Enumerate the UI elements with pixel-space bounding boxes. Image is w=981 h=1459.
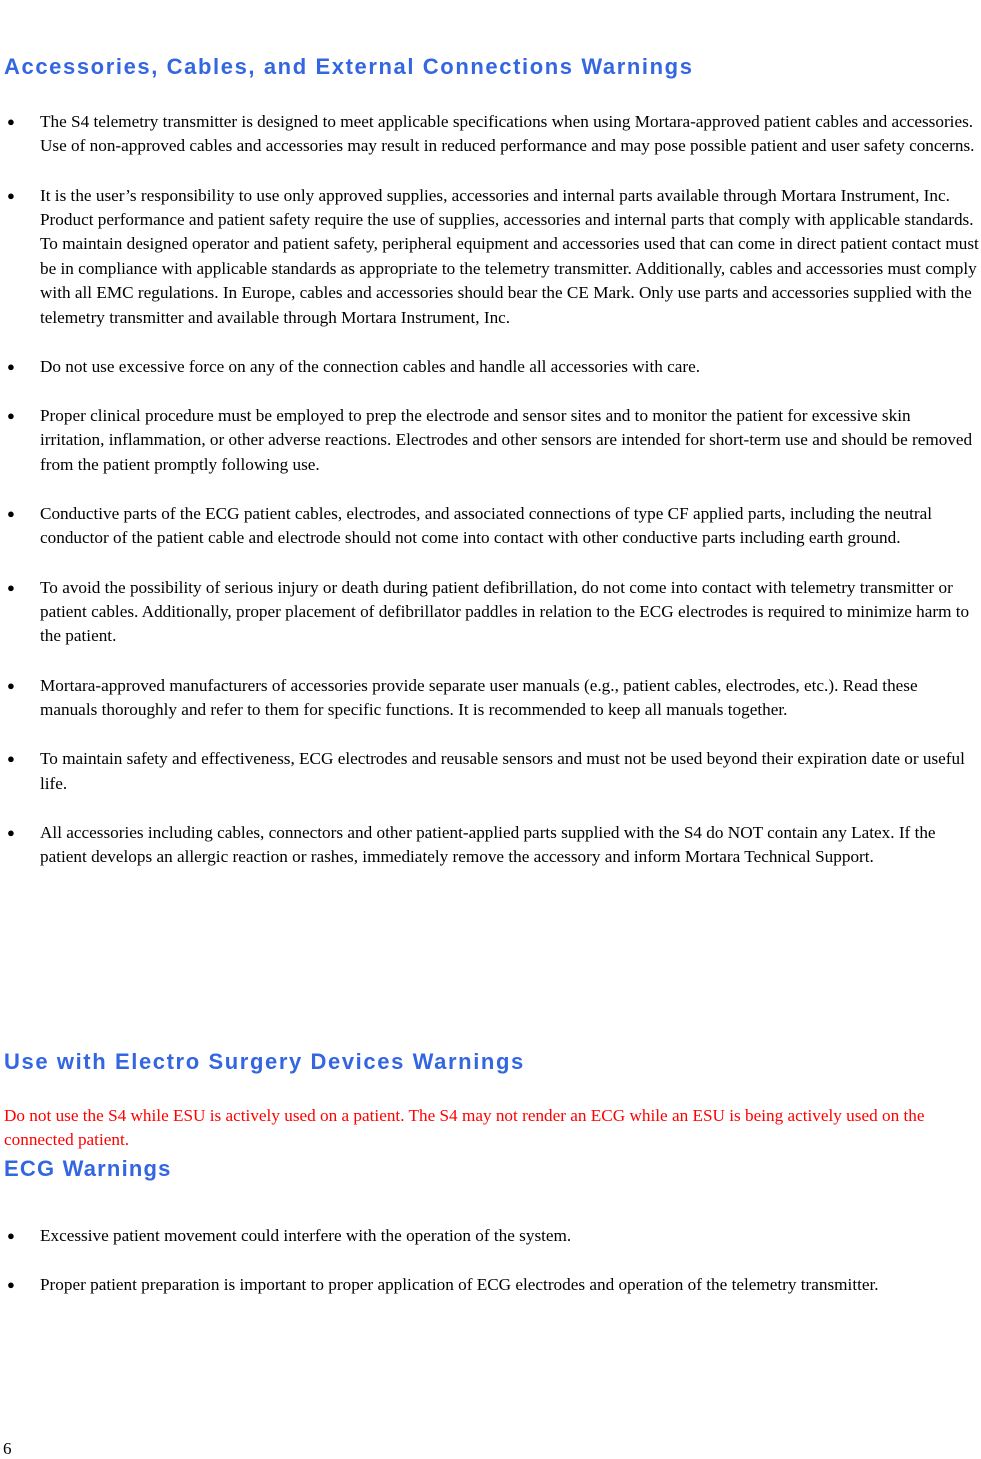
accessories-warning-list (0, 110, 981, 895)
list-item-text: Excessive patient movement could interfere with the operation of the system. (40, 1226, 572, 1245)
list-item (0, 1273, 981, 1297)
bullet-icon: ● (7, 1228, 15, 1243)
bullet-icon: ● (7, 677, 15, 693)
list-item (0, 184, 981, 330)
list-item (0, 821, 981, 870)
bullet-icon: ● (7, 506, 15, 522)
list-item-text: Do not use excessive force on any of the connection cables and handle all accessories with care. (40, 356, 701, 376)
bullet-icon: ● (7, 358, 15, 374)
bullet-icon: ● (7, 187, 15, 203)
list-item-text: Proper patient preparation is important to proper application of ECG electrodes and operation of the telemetry transmitter. (40, 1275, 879, 1295)
section-heading-esu: Use with Electro Surgery Devices Warnings (4, 1049, 525, 1074)
list-item-text: It is the user’s responsibility to use only approved supplies, accessories and internal parts available through Mortara Instrument, Inc. Product performance and patient safety require the use of supplies, accessories and internal parts that comply with applicable standards. To maintain designed operator and patient safety, peripheral equipment and accessories used that can come in direct patient contact must be in compliance with applicable standards as appropriate to the telemetry transmitter. Additionally, cables and accessories must comply with all EMC regulations. In Europe, cables and accessories should bear the CE Mark. Only use parts and accessories supplied with the telemetry transmitter and available through Mortara Instrument, Inc. (40, 185, 979, 327)
list-item-text: To maintain safety and effectiveness, ECG electrodes and reusable sensors and must not be used beyond their expiration date or useful life. (40, 749, 965, 793)
list-item (0, 404, 981, 477)
list-item (0, 747, 981, 796)
list-item (0, 355, 981, 379)
ecg-warning-list (0, 1224, 981, 1322)
list-item-text: All accessories including cables, connectors and other patient-applied parts supplied with the S4 do NOT contain any Latex. If the patient develops an allergic reaction or rashes, immediately remove the accessory and inform Mortara Technical Support. (40, 822, 936, 867)
list-item-text: Conductive parts of the ECG patient cables, electrodes, and associated connections of type CF applied parts, including the neutral conductor of the patient cable and electrode should not come into contact with other conductive parts including earth ground. (40, 504, 933, 548)
bullet-icon: ● (7, 824, 15, 840)
bullet-icon: ● (7, 1277, 15, 1293)
list-item-text: To avoid the possibility of serious injury or death during patient defibrillation, do not come into contact with telemetry transmitter or patient cables. Additionally, proper placement of defibrillator paddles in relation to the ECG electrodes is required to minimize harm to the patient. (40, 577, 970, 646)
bullet-icon: ● (7, 408, 15, 424)
list-item-text: The S4 telemetry transmitter is designed to meet applicable specifications when using Mortara-approved patient cables and accessories. Use of non-approved cables and accessories may result in reduced performance and may pose possible patient and user safety concerns. (40, 112, 975, 156)
section-heading-ecg: ECG Warnings (4, 1156, 172, 1181)
list-item (0, 502, 981, 551)
list-item (0, 576, 981, 649)
list-item-text: Proper clinical procedure must be employed to prep the electrode and sensor sites and to monitor the patient for excessive skin irritation, inflammation, or other adverse reactions. Electrodes and other sensors are intended for short-term use and should be removed from the patient promptly following use. (40, 406, 973, 474)
section-heading-accessories: Accessories, Cables, and External Connections Warnings (4, 54, 694, 79)
bullet-icon: ● (7, 751, 15, 767)
esu-warning-text: Do not use the S4 while ESU is actively used on a patient. The S4 may not render an ECG while an ESU is being actively used on the connected patient. (4, 1106, 925, 1149)
list-item (0, 110, 981, 159)
list-item (0, 1224, 981, 1248)
bullet-icon: ● (7, 579, 15, 595)
list-item (0, 674, 981, 723)
list-item-text: Mortara-approved manufacturers of accessories provide separate user manuals (e.g., patient cables, electrodes, etc.). Read these manuals thoroughly and refer to them for specific functions. It is recommended to keep all manuals together. (40, 675, 918, 720)
bullet-icon: ● (7, 114, 15, 129)
page-number: 6 (3, 1439, 12, 1458)
